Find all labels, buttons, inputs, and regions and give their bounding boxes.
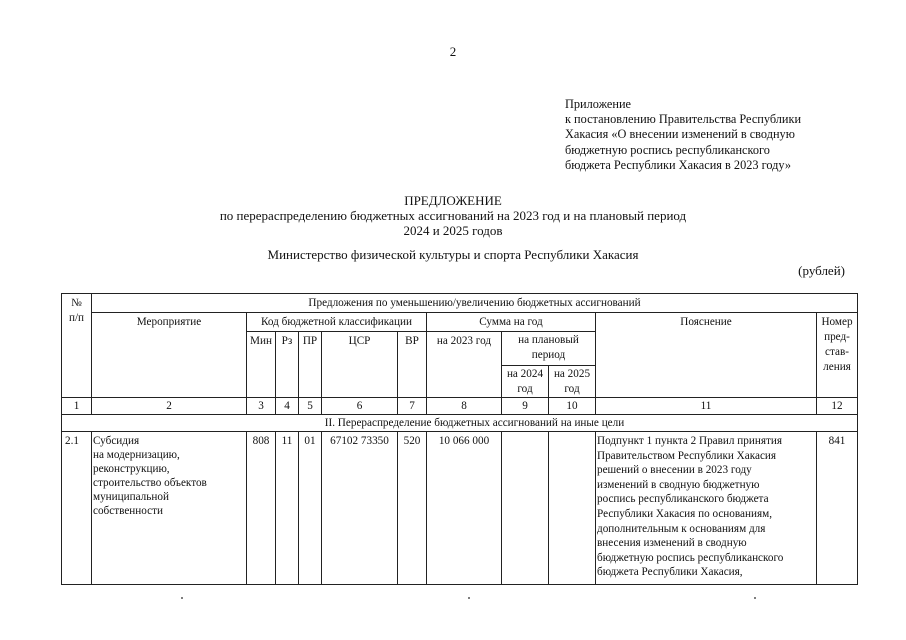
header-pr: ПР (302, 335, 318, 347)
header-year-2024 (502, 367, 548, 397)
header-event: Мероприятие (136, 316, 202, 328)
title-line: по перераспределению бюджетных ассигнований на 2023 год и на плановый период (219, 208, 687, 223)
row-explanation-line: дополнительным к основаниям для (597, 522, 766, 535)
appendix-line: Хакасия «О внесении изменений в сводную (565, 127, 795, 142)
header-rep-line: став- (825, 346, 849, 358)
col-number: 9 (522, 400, 528, 412)
appendix-line: бюджета Республики Хакасия в 2023 году» (565, 157, 791, 172)
col-number: 3 (258, 400, 264, 412)
header-year-2024-line: год (517, 383, 533, 395)
header-num (62, 296, 91, 326)
header-num-line: п/п (68, 312, 85, 324)
col-number: 2 (166, 400, 172, 412)
row-explanation-line: Республики Хакасия по основаниям, (597, 507, 772, 520)
table-rule (91, 293, 92, 414)
table-rule (91, 312, 858, 313)
table-rule (595, 431, 596, 585)
budget-table (61, 293, 858, 585)
table-rule (321, 431, 322, 585)
header-rep-line: Номер (821, 316, 853, 328)
col-number: 7 (409, 400, 415, 412)
header-rep-line: пред- (824, 331, 850, 343)
section-heading: II. Перераспределение бюджетных ассигнований на иные цели (324, 417, 625, 429)
table-rule (298, 431, 299, 585)
appendix-line: к постановлению Правительства Республики (565, 112, 802, 127)
table-rule (426, 431, 427, 585)
table-rule (275, 431, 276, 585)
header-planned-period (502, 333, 595, 363)
table-border-top (61, 293, 858, 294)
row-explanation-line: роспись республиканского бюджета (597, 493, 769, 506)
row-event-line: собственности (93, 505, 163, 517)
table-rule (61, 414, 858, 415)
header-num-line: № (71, 297, 82, 309)
row-num: 2.1 (65, 435, 79, 447)
row-event-line: строительство объектов (93, 477, 207, 489)
row-representation-number: 841 (828, 435, 846, 447)
table-rule (501, 431, 502, 585)
table-rule (61, 431, 858, 432)
row-event-line: реконструкцию, (93, 463, 170, 475)
header-planned-line: на плановый (518, 334, 579, 346)
header-year-2023: на 2023 год (436, 335, 492, 347)
table-border-right (857, 293, 858, 585)
scan-dot (468, 597, 470, 599)
header-rep-line: ления (823, 361, 851, 373)
row-explanation-line: изменений в сводную бюджетную (597, 478, 760, 491)
header-representation-number (817, 315, 857, 375)
row-explanation-line: бюджета Республики Хакасия, (597, 566, 743, 579)
row-explanation-line: внесения изменений в сводную (597, 537, 747, 550)
header-vr: ВР (405, 335, 419, 347)
row-event (93, 434, 246, 518)
row-rz: 11 (281, 435, 293, 447)
row-csr: 67102 73350 (330, 435, 389, 447)
appendix-line: Приложение (565, 97, 631, 111)
header-explanation: Пояснение (680, 316, 732, 328)
row-explanation-line: Подпункт 1 пункта 2 Правил принятия (597, 435, 783, 447)
page-number: 2 (449, 44, 457, 59)
header-min: Мин (250, 335, 272, 347)
scan-dot (181, 597, 183, 599)
row-event-line: муниципальной (93, 491, 169, 503)
row-explanation-line: Правительством Республики Хакасия (597, 449, 777, 462)
row-event-line: на модернизацию, (93, 449, 180, 461)
col-number: 10 (566, 400, 578, 412)
col-number: 1 (73, 400, 80, 412)
header-sum: Сумма на год (479, 316, 543, 328)
appendix-note (565, 97, 865, 173)
table-rule (61, 397, 858, 398)
units-label: (рублей) (798, 263, 845, 278)
col-number: 11 (700, 400, 712, 412)
header-year-2025-line: год (564, 383, 580, 395)
col-number: 8 (461, 400, 467, 412)
header-proposals: Предложения по уменьшению/увеличению бюджетных ассигнований (308, 297, 641, 309)
header-year-2024-line: на 2024 (506, 368, 544, 380)
table-border-bottom (61, 584, 858, 585)
row-vr: 520 (403, 435, 421, 447)
row-pr: 01 (304, 435, 316, 447)
row-event-line: Субсидия (93, 435, 140, 447)
title-line: 2024 и 2025 годов (403, 223, 503, 238)
table-rule (246, 431, 247, 585)
row-explanation-line: бюджетную роспись республиканского (597, 551, 784, 564)
header-year-2025-line: на 2025 (553, 368, 591, 380)
header-year-2025 (549, 367, 595, 397)
table-rule (397, 431, 398, 585)
col-number: 4 (284, 400, 290, 412)
row-amount-2023: 10 066 000 (438, 435, 490, 447)
row-explanation-line: решений о внесении в 2023 году (597, 464, 752, 477)
col-number: 5 (307, 400, 313, 412)
col-number: 6 (356, 400, 363, 412)
header-code: Код бюджетной классификации (261, 316, 412, 328)
table-rule (816, 431, 817, 585)
row-min: 808 (252, 435, 270, 447)
table-rule (91, 431, 92, 585)
row-explanation (597, 434, 816, 580)
scan-dot (754, 597, 756, 599)
table-rule (548, 431, 549, 585)
header-planned-line: период (531, 349, 566, 361)
col-number: 12 (831, 400, 843, 412)
header-csr: ЦСР (348, 335, 371, 347)
ministry-name: Министерство физической культуры и спорта Республики Хакасия (267, 247, 639, 262)
header-rz: Рз (281, 335, 293, 347)
title-heading: ПРЕДЛОЖЕНИЕ (404, 193, 502, 208)
document-title (0, 193, 906, 238)
appendix-line: бюджетную роспись республиканского (565, 142, 770, 157)
table-border-left (61, 293, 62, 585)
